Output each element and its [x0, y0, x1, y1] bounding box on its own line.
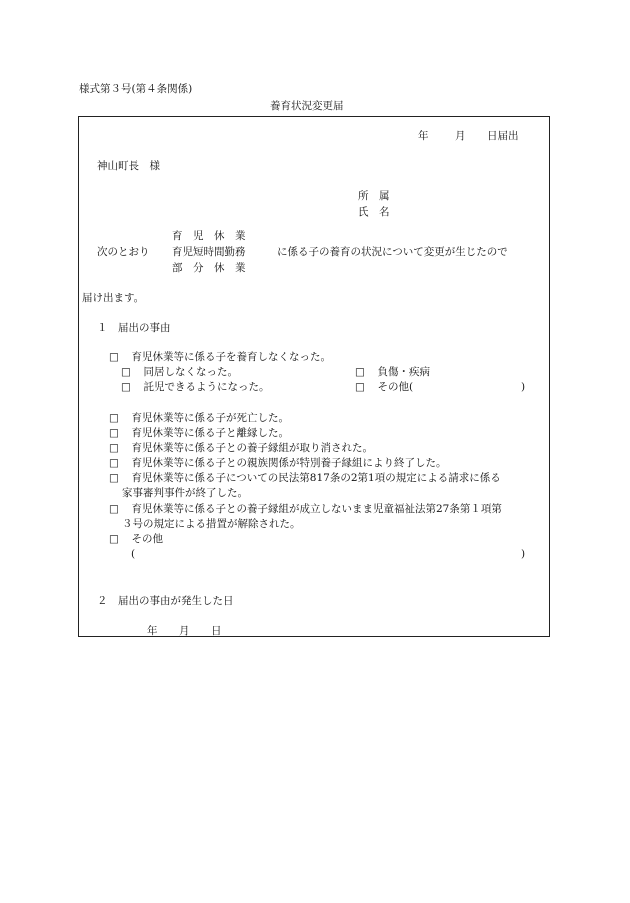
checkbox-icon: □ — [109, 442, 119, 454]
sub-reason-label: 託児できるようになった。 — [143, 381, 270, 393]
sub-other-close-paren: ) — [521, 381, 526, 393]
checkbox-child-died[interactable] — [109, 413, 289, 424]
reason-label: 育児休業等に係る子との親族関係が特別養子縁組により終了した。 — [131, 457, 447, 469]
checkbox-sub-other[interactable] — [355, 382, 413, 393]
submit-day-label: 日届出 — [487, 130, 519, 142]
sub-reason-label: その他( — [377, 381, 414, 393]
checkbox-icon: □ — [109, 472, 119, 484]
other-label: その他 — [131, 533, 163, 545]
statement-prefix: 次のとおり — [97, 246, 150, 258]
checkbox-icon: □ — [109, 533, 119, 545]
leave-type-partial: 部 分 休 業 — [172, 262, 246, 274]
sub-reason-label: 同居しなくなった。 — [143, 366, 238, 378]
submit-month-label: 月 — [455, 130, 466, 142]
occurrence-day-label: 日 — [211, 625, 222, 637]
checkbox-adoption-cancelled[interactable] — [109, 443, 373, 454]
checkbox-civil-code[interactable] — [109, 473, 501, 484]
affiliation-label: 所 属 — [358, 190, 390, 202]
checkbox-dissolved-adoption[interactable] — [109, 428, 289, 439]
occurrence-year-label: 年 — [147, 625, 158, 637]
checkbox-icon: □ — [121, 366, 131, 378]
checkbox-other[interactable] — [109, 534, 163, 545]
main-reason-label: 育児休業等に係る子を養育しなくなった。 — [131, 351, 331, 363]
checkbox-childcare-available[interactable] — [121, 382, 270, 393]
reason-label-continued: 家事審判事件が終了した。 — [122, 487, 248, 499]
reason-label: 育児休業等に係る子が死亡した。 — [131, 412, 289, 424]
checkbox-icon: □ — [109, 427, 119, 439]
checkbox-icon: □ — [109, 457, 119, 469]
leave-type-short-hours: 育児短時間勤務 — [172, 246, 246, 258]
section2-heading: ２ 届出の事由が発生した日 — [97, 595, 234, 607]
checkbox-main-reason[interactable] — [109, 352, 331, 363]
reason-label: 育児休業等に係る子と離縁した。 — [131, 427, 289, 439]
form-number: 様式第３号(第４条関係) — [79, 83, 193, 95]
checkbox-icon: □ — [355, 381, 365, 393]
submit-year-label: 年 — [418, 130, 429, 142]
checkbox-not-cohabiting[interactable] — [121, 367, 238, 378]
checkbox-icon: □ — [109, 412, 119, 424]
checkbox-child-welfare[interactable] — [109, 504, 502, 515]
checkbox-icon: □ — [109, 503, 119, 515]
checkbox-kinship-ended[interactable] — [109, 458, 447, 469]
statement-suffix: に係る子の養育の状況について変更が生じたので — [277, 246, 508, 258]
checkbox-injury-illness[interactable] — [355, 367, 430, 378]
occurrence-month-label: 月 — [179, 625, 190, 637]
sub-reason-label: 負傷・疾病 — [377, 366, 430, 378]
reason-label: 育児休業等に係る子との養子縁組が取り消された。 — [131, 442, 373, 454]
other-open-paren: ( — [131, 548, 136, 560]
name-label: 氏 名 — [358, 206, 390, 218]
checkbox-icon: □ — [355, 366, 365, 378]
checkbox-icon: □ — [109, 351, 119, 363]
other-close-paren: ) — [521, 548, 526, 560]
statement-closing: 届け出ます。 — [82, 292, 145, 304]
leave-type-childcare: 育 児 休 業 — [172, 230, 246, 242]
reason-label-continued: ３号の規定による措置が解除された。 — [122, 518, 301, 530]
addressee: 神山町長 様 — [97, 160, 160, 172]
form-title: 養育状況変更届 — [270, 100, 344, 112]
checkbox-icon: □ — [121, 381, 131, 393]
section1-heading: １ 届出の事由 — [97, 322, 171, 334]
reason-label: 育児休業等に係る子についての民法第817条の2第1項の規定による請求に係る — [131, 472, 501, 484]
reason-label: 育児休業等に係る子との養子縁組が成立しないまま児童福祉法第27条第１項第 — [131, 503, 502, 515]
